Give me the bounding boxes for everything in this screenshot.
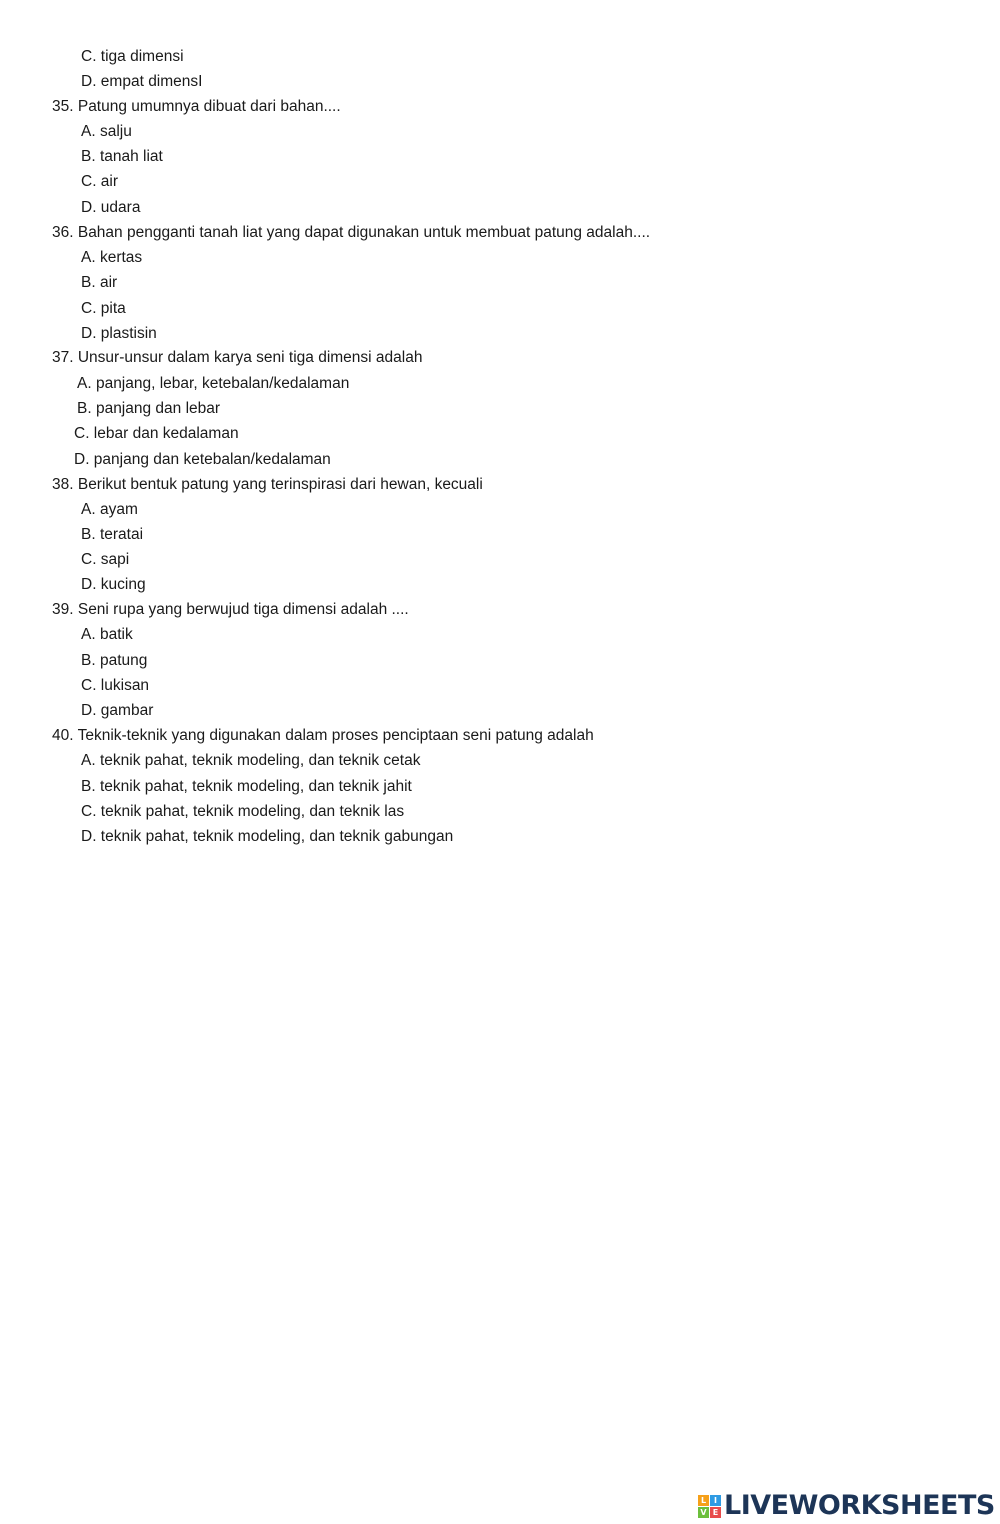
logo-letter-v: V [698, 1507, 709, 1518]
question-39: 39. Seni rupa yang berwujud tiga dimensi adalah .... [52, 601, 409, 618]
option-text: B. tanah liat [81, 148, 163, 165]
option-text: A. kertas [81, 249, 143, 266]
option-text: C. air [81, 173, 119, 190]
logo-letter-e: E [710, 1507, 721, 1518]
option-text: B. teratai [81, 526, 144, 543]
option-text: C. pita [81, 300, 126, 317]
logo-letter-i: I [710, 1495, 721, 1506]
liveworksheets-logo[interactable] [698, 1490, 995, 1522]
option-text: C. tiga dimensi [81, 48, 184, 65]
option-text: D. plastisin [81, 325, 157, 342]
option-text: B. panjang dan lebar [77, 400, 221, 417]
question-35: 35. Patung umumnya dibuat dari bahan.... [52, 98, 341, 115]
option-text: D. empat dimensI [81, 73, 203, 90]
option-text: C. lebar dan kedalaman [74, 425, 239, 442]
option-text: C. sapi [81, 551, 130, 568]
option-text: C. teknik pahat, teknik modeling, dan teknik las [81, 803, 405, 820]
question-38: 38. Berikut bentuk patung yang terinspirasi dari hewan, kecuali [52, 476, 483, 493]
brand-name: LIVEWORKSHEETS [724, 1490, 995, 1521]
option-text: A. ayam [81, 501, 138, 518]
option-text: A. batik [81, 626, 133, 643]
option-text: B. patung [81, 652, 148, 669]
option-text: D. udara [81, 199, 141, 216]
option-text: D. teknik pahat, teknik modeling, dan teknik gabungan [81, 828, 454, 845]
question-40: 40. Teknik-teknik yang digunakan dalam proses penciptaan seni patung adalah [52, 727, 594, 744]
live-logo-icon [698, 1495, 721, 1518]
option-text: B. air [81, 274, 118, 291]
option-text: A. panjang, lebar, ketebalan/kedalaman [77, 375, 350, 392]
option-text: B. teknik pahat, teknik modeling, dan teknik jahit [81, 778, 412, 795]
logo-letter-l: L [698, 1495, 709, 1506]
option-text: A. teknik pahat, teknik modeling, dan teknik cetak [81, 752, 421, 769]
option-text: D. gambar [81, 702, 154, 719]
option-text: D. panjang dan ketebalan/kedalaman [74, 451, 331, 468]
question-36: 36. Bahan pengganti tanah liat yang dapat digunakan untuk membuat patung adalah.... [52, 224, 651, 241]
option-text: D. kucing [81, 576, 146, 593]
option-text: C. lukisan [81, 677, 150, 694]
question-37: 37. Unsur-unsur dalam karya seni tiga dimensi adalah [52, 349, 423, 366]
option-text: A. salju [81, 123, 132, 140]
